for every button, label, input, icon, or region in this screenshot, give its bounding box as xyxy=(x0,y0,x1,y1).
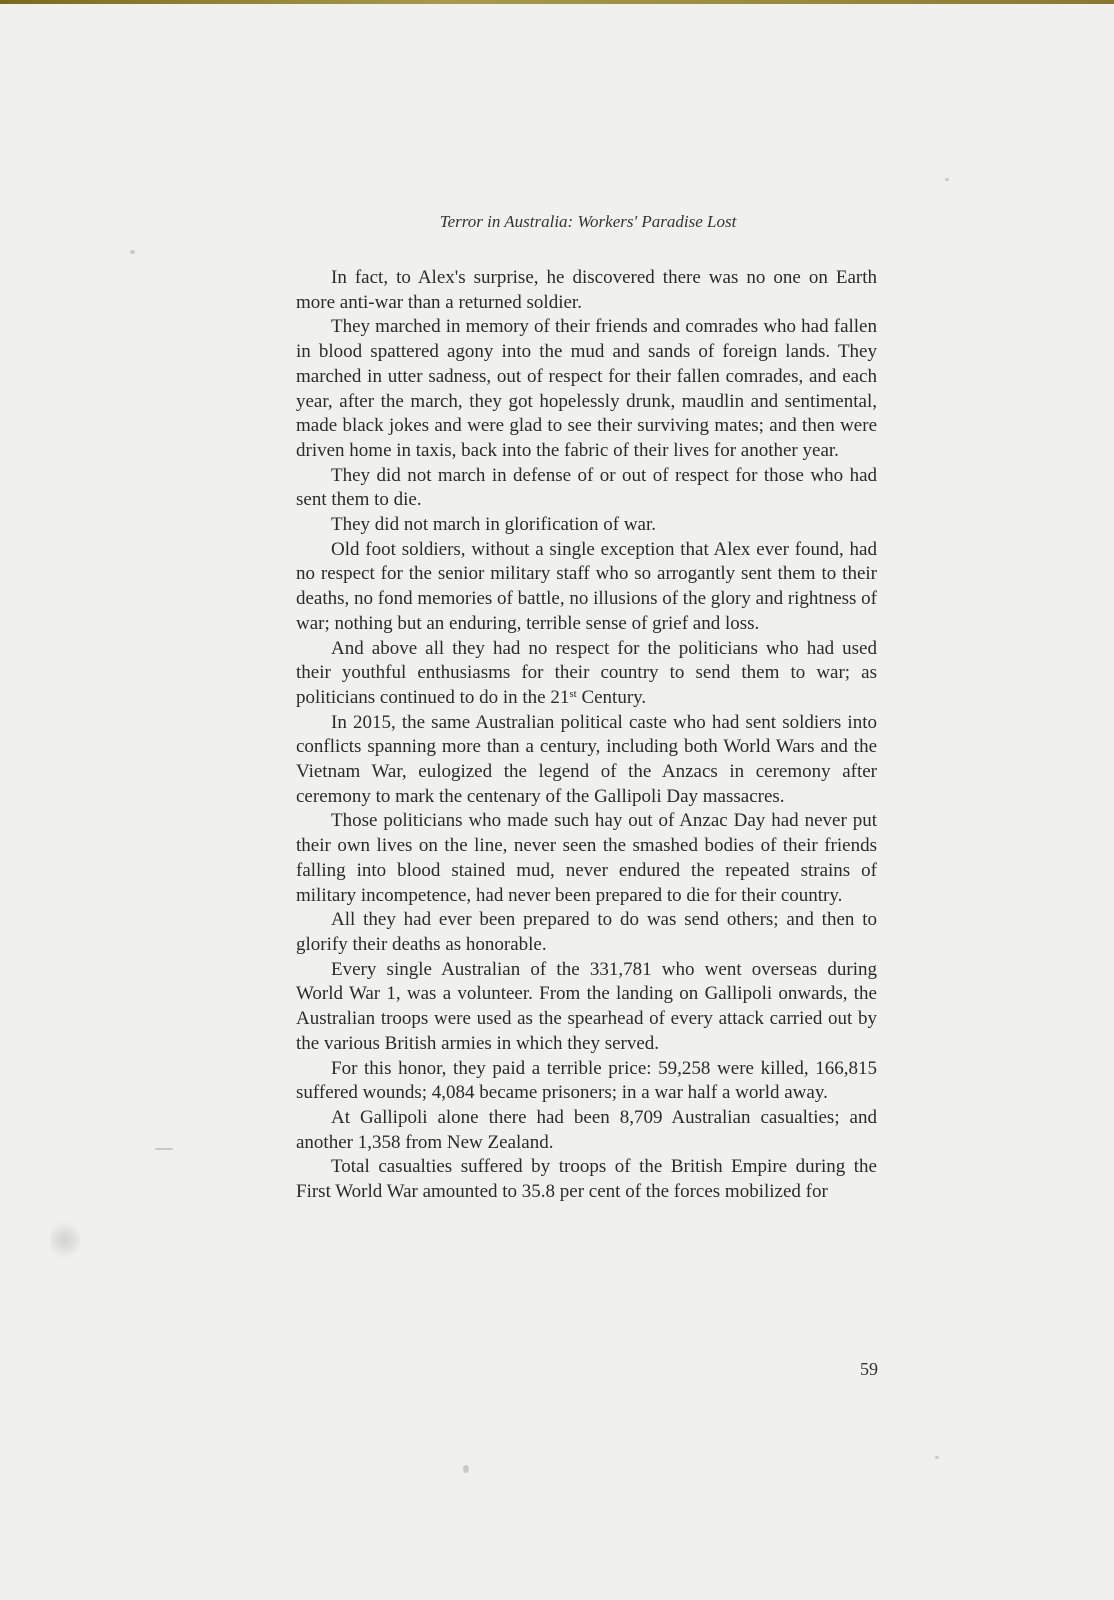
body-text xyxy=(296,266,877,1205)
running-head: Terror in Australia: Workers' Paradise Lost xyxy=(439,212,737,231)
paragraph xyxy=(296,637,877,711)
paragraph: In 2015, the same Australian political caste who had sent soldiers into conflicts spanning more than a century, including both World Wars and the Vietnam War, eulogized the legend of the Anzacs in ceremony after ceremony to mark the centenary of the Gallipoli Day massacres. xyxy=(296,711,877,807)
paragraph: They marched in memory of their friends and comrades who had fallen in blood spattered agony into the mud and sands of foreign lands. They marched in utter sadness, out of respect for their fallen comrades, and each year, after the march, they got hopelessly drunk, maudlin and sentimental, made black jokes and were glad to see their surviving mates; and then were driven home in taxis, back into the fabric of their lives for another year. xyxy=(296,316,877,461)
paragraph: Those politicians who made such hay out of Anzac Day had never put their own lives on the line, never seen the smashed bodies of their friends falling into blood stained mud, never endured the repeated strains of military incompetence, had never been prepared to die for their country. xyxy=(296,810,877,906)
scan-speck xyxy=(155,1148,173,1150)
paragraph: They did not march in glorification of war. xyxy=(331,514,657,536)
scan-speck xyxy=(130,250,135,254)
paragraph-text: And above all they had no respect for the politicians who had used their youthful enthusiasms for their country to send them to war; as politicians continued to do in the 21 xyxy=(296,637,877,708)
paragraph: All they had ever been prepared to do was send others; and then to glorify their deaths as honorable. xyxy=(296,909,877,955)
paragraph: They did not march in defense of or out of respect for those who had sent them to die. xyxy=(296,464,877,511)
paragraph: At Gallipoli alone there had been 8,709 Australian casualties; and another 1,358 from New Zealand. xyxy=(296,1106,877,1153)
page-number: 59 xyxy=(860,1359,878,1379)
scan-smudge xyxy=(50,1222,80,1258)
paragraph: For this honor, they paid a terrible price: 59,258 were killed, 166,815 suffered wounds; 4,084 became prisoners; in a war half a world away. xyxy=(296,1057,877,1104)
paragraph: Old foot soldiers, without a single exception that Alex ever found, had no respect for the senior military staff who so arrogantly sent them to their deaths, no fond memories of battle, no illusions of the glory and rightness of war; nothing but an enduring, terrible sense of grief and loss. xyxy=(296,538,877,634)
scan-speck xyxy=(463,1465,469,1473)
paragraph: Total casualties suffered by troops of the British Empire during the First World War amounted to 35.8 per cent of the forces mobilized for xyxy=(296,1156,877,1203)
scan-speck xyxy=(935,1456,939,1459)
scan-speck xyxy=(945,178,949,181)
paragraph: In fact, to Alex's surprise, he discovered there was no one on Earth more anti-war than a returned soldier. xyxy=(296,267,877,313)
paragraph-text: Century. xyxy=(576,686,647,708)
superscript-suffix: st xyxy=(569,687,577,700)
paragraph: Every single Australian of the 331,781 who went overseas during World War 1, was a volunteer. From the landing on Gallipoli onwards, the Australian troops were used as the spearhead of every attack carried out by the various British armies in which they served. xyxy=(296,958,877,1054)
